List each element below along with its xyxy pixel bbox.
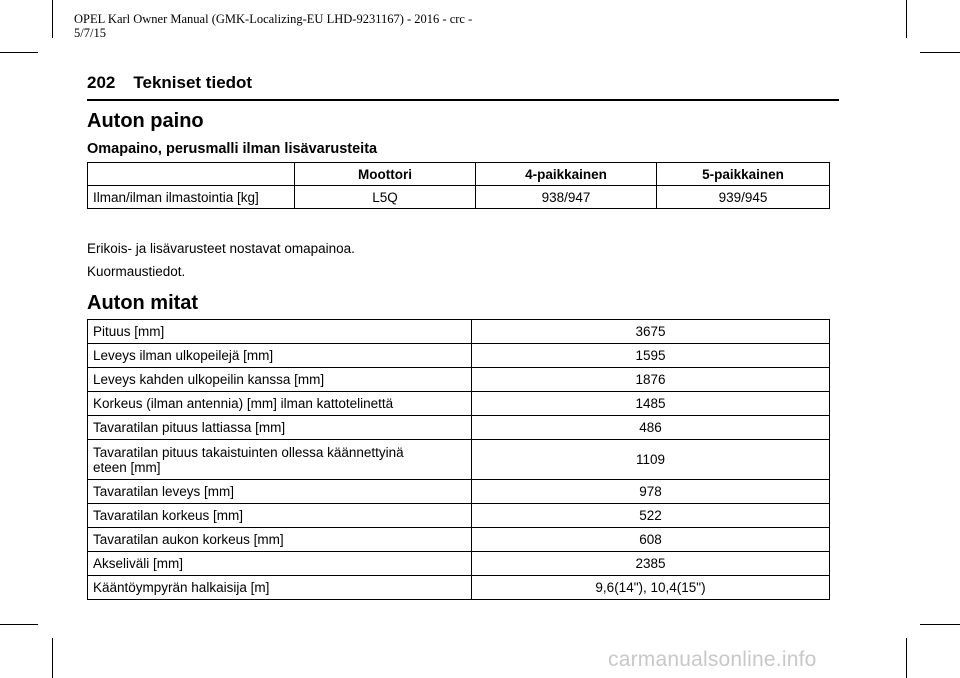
table-cell: Tavaratilan leveys [mm] [88, 480, 472, 504]
table-header-cell: Moottori [295, 163, 476, 186]
page-number: 202 [87, 73, 116, 92]
table-cell: Tavaratilan pituus lattiassa [mm] [88, 416, 472, 440]
table-cell: 939/945 [657, 186, 830, 209]
table-cell: 1595 [472, 344, 830, 368]
table-cell: Kääntöympyrän halkaisija [m] [88, 576, 472, 600]
table-row [88, 552, 830, 576]
table-cell: Tavaratilan korkeus [mm] [88, 504, 472, 528]
load-info-note: Kuormaustiedot. [87, 264, 186, 279]
table-row [88, 344, 830, 368]
table-cell: Tavaratilan pituus takaistuinten ollessa käännettyinä eteen [mm] [88, 440, 472, 480]
table-cell: 486 [472, 416, 830, 440]
table-row [88, 186, 830, 209]
weight-section-title: Auton paino [87, 110, 204, 132]
table-cell: Leveys kahden ulkopeilin kanssa [mm] [88, 368, 472, 392]
weight-note: Erikois- ja lisävarusteet nostavat omapainoa. [87, 241, 355, 256]
table-row [88, 320, 830, 344]
table-row [88, 504, 830, 528]
crop-mark [52, 0, 53, 38]
table-cell: 9,6(14"), 10,4(15") [472, 576, 830, 600]
table-row [88, 368, 830, 392]
crop-mark [0, 52, 38, 53]
table-header-cell [88, 163, 295, 186]
crop-mark [920, 52, 960, 53]
dimensions-section-title: Auton mitat [87, 292, 199, 314]
table-cell: 522 [472, 504, 830, 528]
table-cell: 2385 [472, 552, 830, 576]
table-cell: L5Q [295, 186, 476, 209]
heading-divider [87, 99, 839, 101]
crop-mark [52, 638, 53, 678]
page-heading [87, 73, 252, 93]
watermark-text: carmanualsonline.info [608, 648, 817, 671]
table-cell: 608 [472, 528, 830, 552]
table-row [88, 416, 830, 440]
table-cell: Leveys ilman ulkopeilejä [mm] [88, 344, 472, 368]
table-cell: 978 [472, 480, 830, 504]
crop-mark [906, 0, 907, 38]
table-row [88, 480, 830, 504]
table-cell: Akseliväli [mm] [88, 552, 472, 576]
table-cell: 3675 [472, 320, 830, 344]
table-header-cell: 5-paikkainen [657, 163, 830, 186]
table-cell: Pituus [mm] [88, 320, 472, 344]
crop-mark [920, 624, 960, 625]
table-cell: 1876 [472, 368, 830, 392]
table-row [88, 576, 830, 600]
table-cell: 1485 [472, 392, 830, 416]
page-title: Tekniset tiedot [133, 73, 253, 92]
crop-mark [906, 638, 907, 678]
table-header-row [88, 163, 830, 186]
weight-subtitle: Omapaino, perusmalli ilman lisävarusteita [87, 141, 378, 157]
dimensions-table [87, 319, 830, 600]
table-cell: 1109 [472, 440, 830, 480]
crop-mark [0, 624, 38, 625]
document-header: OPEL Karl Owner Manual (GMK-Localizing-EU LHD-9231167) - 2016 - crc - 5/7/15 [74, 12, 473, 40]
table-cell: Tavaratilan aukon korkeus [mm] [88, 528, 472, 552]
table-row [88, 528, 830, 552]
table-cell: Korkeus (ilman antennia) [mm] ilman kattotelinettä [88, 392, 472, 416]
table-cell: 938/947 [476, 186, 657, 209]
table-cell: Ilman/ilman ilmastointia [kg] [88, 186, 295, 209]
table-header-cell: 4-paikkainen [476, 163, 657, 186]
table-row [88, 392, 830, 416]
weight-table [87, 162, 830, 209]
table-row [88, 440, 830, 480]
